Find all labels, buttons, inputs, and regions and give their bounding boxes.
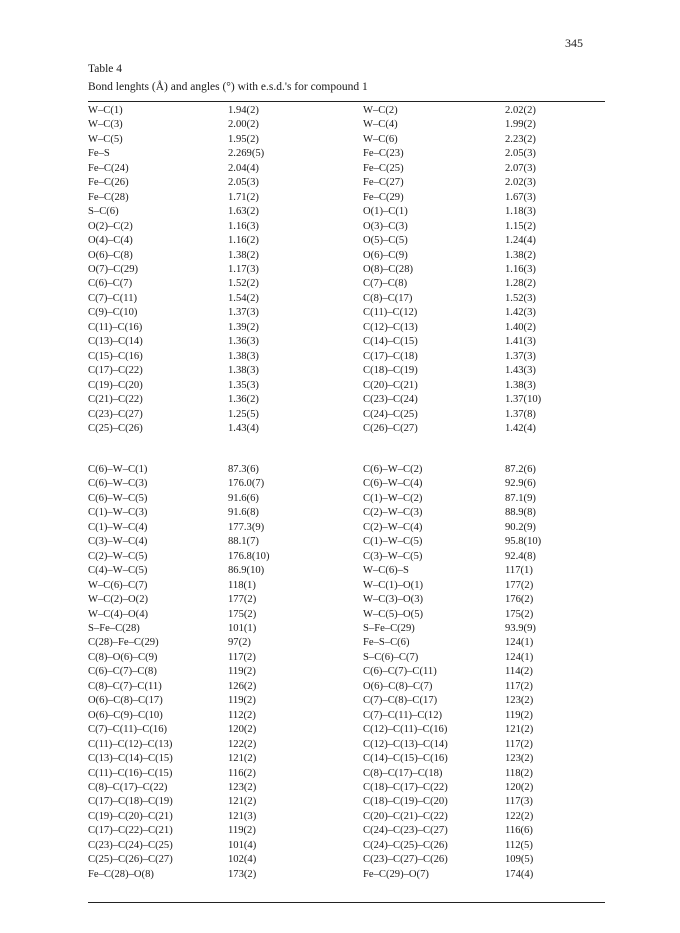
angle-value: 116(6) [505,825,533,837]
table-bottom-rule [88,902,605,903]
length-value: 1.40(2) [505,321,536,333]
length-value: 2.02(3) [505,177,536,189]
angle-value: 121(3) [228,810,257,822]
bond-label: C(18)–C(19) [363,365,418,377]
bond-row [88,263,605,277]
angle-label: C(17)–C(18)–C(19) [88,796,173,808]
bond-label: Fe–C(29) [363,191,404,203]
angle-label: W–C(2)–O(2) [88,594,149,606]
angle-value: 122(2) [228,738,257,750]
angle-label: W–C(1)–O(1) [363,579,424,591]
angle-row [88,781,605,795]
bond-label: O(1)–C(1) [363,206,408,218]
angle-label: C(8)–C(17)–C(22) [88,781,168,793]
bond-row [88,393,605,407]
angle-row [88,868,605,882]
angle-label: C(23)–C(24)–C(25) [88,839,173,851]
angle-row [88,680,605,694]
bond-row [88,335,605,349]
bond-label: C(13)–C(14) [88,336,143,348]
length-value: 1.42(3) [505,307,536,319]
angle-row [88,535,605,549]
angle-value: 117(3) [505,796,533,808]
bond-label: W–C(5) [88,133,123,145]
length-value: 1.52(2) [228,278,259,290]
angle-label: C(1)–W–C(2) [363,492,423,504]
bond-label: W–C(4) [363,119,398,131]
angle-value: 123(2) [505,695,534,707]
bond-label: Fe–C(25) [363,162,404,174]
angle-label: C(14)–C(15)–C(16) [363,753,448,765]
bond-label: W–C(1) [88,105,123,116]
angle-label: C(6)–W–C(2) [363,464,423,475]
length-value: 1.16(3) [228,220,259,232]
angle-value: 121(2) [228,753,257,765]
bond-label: O(8)–C(28) [363,263,414,275]
bond-row [88,147,605,161]
angle-row [88,752,605,766]
angle-row [88,550,605,564]
bond-label: C(6)–C(7) [88,278,133,290]
angle-label: C(6)–W–C(3) [88,478,148,490]
page-number: 345 [565,36,583,50]
angle-label: W–C(6)–S [363,565,409,577]
angle-label: S–Fe–C(29) [363,622,415,634]
bond-label: C(19)–C(20) [88,379,143,391]
angle-value: 124(1) [505,637,534,649]
angle-label: C(6)–C(7)–C(8) [88,666,157,678]
bond-row [88,249,605,263]
bond-row [88,205,605,219]
angle-value: 175(2) [505,608,534,620]
angle-value: 177(2) [505,579,534,591]
bond-label: O(6)–C(9) [363,249,408,261]
angle-label: C(7)–C(11)–C(12) [363,709,443,721]
angle-label: C(12)–C(11)–C(16) [363,724,448,736]
angle-row [88,795,605,809]
angle-value: 176(2) [505,594,534,606]
angle-value: 101(4) [228,839,257,851]
length-value: 1.18(3) [505,206,536,218]
bond-label: W–C(3) [88,119,123,131]
angle-label: C(1)–W–C(3) [88,507,148,519]
length-value: 1.15(2) [505,220,536,232]
angle-label: C(12)–C(13)–C(14) [363,738,448,750]
angle-label: C(24)–C(25)–C(26) [363,839,448,851]
angle-label: C(7)–C(11)–C(16) [88,724,168,736]
angle-row [88,824,605,838]
bond-label: C(7)–C(11) [88,292,138,304]
length-value: 1.43(4) [228,422,259,434]
bond-label: O(6)–C(8) [88,249,133,261]
length-value: 1.16(2) [228,235,259,247]
angle-value: 93.9(9) [505,622,536,634]
bond-row [88,162,605,176]
angle-row [88,593,605,607]
angle-value: 175(2) [228,608,257,620]
angle-value: 123(2) [505,753,534,765]
angle-label: C(3)–W–C(4) [88,536,148,548]
angle-value: 177(2) [228,594,257,606]
angle-row [88,839,605,853]
bond-label: C(11)–C(16) [88,321,143,333]
bond-label: C(12)–C(13) [363,321,418,333]
angle-row [88,767,605,781]
bond-label: O(4)–C(4) [88,235,133,247]
length-value: 1.52(3) [505,292,536,304]
angle-label: C(8)–C(17)–C(18) [363,767,443,779]
angle-label: W–C(6)–C(7) [88,579,148,591]
angle-row [88,608,605,622]
bond-label: W–C(6) [363,133,398,145]
angle-value: 114(2) [505,666,533,678]
bond-label: C(11)–C(12) [363,307,418,319]
bond-row [88,321,605,335]
length-value: 2.269(5) [228,148,265,160]
table-top-rule [88,101,605,102]
angle-label: C(7)–C(8)–C(17) [363,695,438,707]
angle-value: 124(1) [505,651,534,663]
bond-label: C(23)–C(27) [88,408,143,420]
length-value: 1.17(3) [228,263,259,275]
angle-label: Fe–C(28)–O(8) [88,868,154,880]
angle-value: 176.8(10) [228,550,270,562]
angle-row [88,853,605,867]
bond-row [88,133,605,147]
angle-value: 91.6(6) [228,492,259,504]
length-value: 1.24(4) [505,235,536,247]
bond-label: Fe–C(26) [88,177,129,189]
length-value: 1.36(2) [228,394,259,406]
angle-row [88,694,605,708]
bond-row [88,191,605,205]
length-value: 2.05(3) [505,148,536,160]
angle-label: C(11)–C(16)–C(15) [88,767,173,779]
angle-value: 121(2) [505,724,534,736]
length-value: 1.63(2) [228,206,259,218]
bond-label: C(17)–C(18) [363,350,418,362]
bond-label: C(14)–C(15) [363,336,418,348]
angle-value: 121(2) [228,796,257,808]
angle-label: C(4)–W–C(5) [88,565,148,577]
angle-label: C(1)–W–C(5) [363,536,423,548]
angle-label: C(6)–W–C(5) [88,492,148,504]
length-value: 1.42(4) [505,422,536,434]
length-value: 2.02(2) [505,105,536,116]
bond-row [88,118,605,132]
angle-label: C(6)–C(7)–C(11) [363,666,437,678]
length-value: 1.67(3) [505,191,536,203]
length-value: 2.23(2) [505,133,536,145]
angle-value: 117(1) [505,565,533,577]
angle-label: C(20)–C(21)–C(22) [363,810,448,822]
angle-label: Fe–C(29)–O(7) [363,868,429,880]
angle-row [88,506,605,520]
length-value: 1.41(3) [505,336,536,348]
bond-row [88,364,605,378]
angle-value: 116(2) [228,767,256,779]
angle-label: C(11)–C(12)–C(13) [88,738,173,750]
length-value: 1.37(8) [505,408,536,420]
angle-value: 120(2) [505,781,534,793]
bond-label: O(5)–C(5) [363,235,408,247]
angle-label: O(6)–C(8)–C(17) [88,695,163,707]
angle-value: 117(2) [505,738,533,750]
angle-label: C(1)–W–C(4) [88,521,148,533]
angle-value: 117(2) [505,680,533,692]
angle-label: C(24)–C(23)–C(27) [363,825,448,837]
angle-value: 177.3(9) [228,521,265,533]
length-value: 1.38(3) [228,365,259,377]
length-value: 1.28(2) [505,278,536,290]
angle-value: 90.2(9) [505,521,536,533]
angle-label: S–Fe–C(28) [88,622,140,634]
bond-label: W–C(2) [363,105,398,116]
angle-row [88,463,605,477]
angle-value: 91.6(8) [228,507,259,519]
angle-row [88,810,605,824]
angle-value: 119(2) [505,709,533,721]
length-value: 1.38(2) [505,249,536,261]
length-value: 1.43(3) [505,365,536,377]
table-caption: Bond lenghts (Å) and angles (°) with e.s.d.'s for compound 1 [88,81,368,93]
angle-value: 88.9(8) [505,507,536,519]
length-value: 1.95(2) [228,133,259,145]
angle-value: 86.9(10) [228,565,265,577]
angle-value: 102(4) [228,854,257,866]
bond-label: C(24)–C(25) [363,408,418,420]
angle-label: C(19)–C(20)–C(21) [88,810,173,822]
length-value: 1.16(3) [505,263,536,275]
bond-lengths-table [88,104,605,436]
length-value: 1.38(2) [228,249,259,261]
angle-row [88,723,605,737]
length-value: 2.05(3) [228,177,259,189]
angle-value: 87.2(6) [505,464,536,475]
length-value: 1.37(10) [505,394,542,406]
angle-label: C(2)–W–C(3) [363,507,423,519]
bond-label: C(25)–C(26) [88,422,143,434]
angle-value: 120(2) [228,724,257,736]
angle-value: 176.0(7) [228,478,265,490]
bond-row [88,379,605,393]
bond-label: C(23)–C(24) [363,394,418,406]
angle-label: C(17)–C(22)–C(21) [88,825,173,837]
angle-row [88,492,605,506]
bond-label: C(17)–C(22) [88,365,143,377]
length-value: 2.04(4) [228,162,259,174]
angle-label: W–C(5)–O(5) [363,608,424,620]
angle-label: C(2)–W–C(5) [88,550,148,562]
bond-label: Fe–C(28) [88,191,129,203]
bond-row [88,277,605,291]
angle-label: O(6)–C(9)–C(10) [88,709,163,721]
bond-label: O(3)–C(3) [363,220,408,232]
table-title: Table 4 [88,63,123,75]
length-value: 1.54(2) [228,292,259,304]
angle-label: C(6)–W–C(1) [88,464,148,475]
angle-value: 123(2) [228,781,257,793]
angle-value: 97(2) [228,637,251,649]
angle-label: C(2)–W–C(4) [363,521,423,533]
bond-label: C(7)–C(8) [363,278,408,290]
angle-value: 109(5) [505,854,534,866]
bond-label: C(15)–C(16) [88,350,143,362]
bond-row [88,234,605,248]
angle-row [88,564,605,578]
length-value: 1.35(3) [228,379,259,391]
angle-row [88,477,605,491]
angle-label: C(28)–Fe–C(29) [88,637,159,649]
angle-row [88,579,605,593]
angle-value: 92.9(6) [505,478,536,490]
angle-label: W–C(3)–O(3) [363,594,424,606]
bond-label: Fe–C(23) [363,148,404,160]
bond-row [88,176,605,190]
angle-value: 87.1(9) [505,492,536,504]
angle-value: 118(2) [505,767,533,779]
angle-label: C(25)–C(26)–C(27) [88,854,173,866]
length-value: 1.39(2) [228,321,259,333]
bond-label: Fe–S [88,148,110,160]
length-value: 1.25(5) [228,408,259,420]
angle-row [88,521,605,535]
bond-row [88,422,605,436]
bond-row [88,306,605,320]
angle-row [88,622,605,636]
length-value: 1.99(2) [505,119,536,131]
bond-row [88,292,605,306]
bond-row [88,408,605,422]
angle-label: W–C(4)–O(4) [88,608,149,620]
angle-value: 112(5) [505,839,533,851]
bond-label: C(21)–C(22) [88,394,143,406]
angle-value: 122(2) [505,810,534,822]
angle-row [88,738,605,752]
angle-label: S–C(6)–C(7) [363,651,419,663]
angle-value: 126(2) [228,680,257,692]
angle-value: 117(2) [228,651,256,663]
angle-value: 95.8(10) [505,536,542,548]
angle-label: C(23)–C(27)–C(26) [363,854,448,866]
angle-label: C(18)–C(17)–C(22) [363,781,448,793]
angle-value: 119(2) [228,825,256,837]
length-value: 1.37(3) [505,350,536,362]
angle-row [88,636,605,650]
angle-label: O(6)–C(8)–C(7) [363,680,433,692]
angle-label: C(8)–C(7)–C(11) [88,680,162,692]
angle-value: 118(1) [228,579,256,591]
angle-row [88,651,605,665]
angle-value: 119(2) [228,666,256,678]
bond-label: C(20)–C(21) [363,379,418,391]
angle-label: Fe–S–C(6) [363,637,410,649]
angle-value: 101(1) [228,622,257,634]
bond-label: C(8)–C(17) [363,292,413,304]
angle-label: C(6)–W–C(4) [363,478,423,490]
bond-label: C(9)–C(10) [88,307,138,319]
angle-row [88,665,605,679]
length-value: 1.71(2) [228,191,259,203]
length-value: 1.38(3) [505,379,536,391]
bond-row [88,350,605,364]
bond-label: O(2)–C(2) [88,220,133,232]
angle-label: C(8)–O(6)–C(9) [88,651,158,663]
bond-row [88,104,605,118]
angle-value: 88.1(7) [228,536,259,548]
angle-value: 173(2) [228,868,257,880]
angle-value: 174(4) [505,868,534,880]
bond-label: C(26)–C(27) [363,422,418,434]
bond-label: Fe–C(24) [88,162,129,174]
bond-label: S–C(6) [88,206,119,218]
bond-angles-table [88,463,605,882]
length-value: 1.38(3) [228,350,259,362]
bond-label: Fe–C(27) [363,177,404,189]
bond-row [88,220,605,234]
angle-row [88,709,605,723]
angle-label: C(18)–C(19)–C(20) [363,796,448,808]
length-value: 1.94(2) [228,105,259,116]
angle-label: C(13)–C(14)–C(15) [88,753,173,765]
length-value: 2.07(3) [505,162,536,174]
angle-value: 112(2) [228,709,256,721]
length-value: 1.37(3) [228,307,259,319]
angle-label: C(3)–W–C(5) [363,550,423,562]
length-value: 1.36(3) [228,336,259,348]
angle-value: 87.3(6) [228,464,259,475]
bond-label: O(7)–C(29) [88,263,139,275]
angle-value: 92.4(8) [505,550,536,562]
angle-value: 119(2) [228,695,256,707]
length-value: 2.00(2) [228,119,259,131]
